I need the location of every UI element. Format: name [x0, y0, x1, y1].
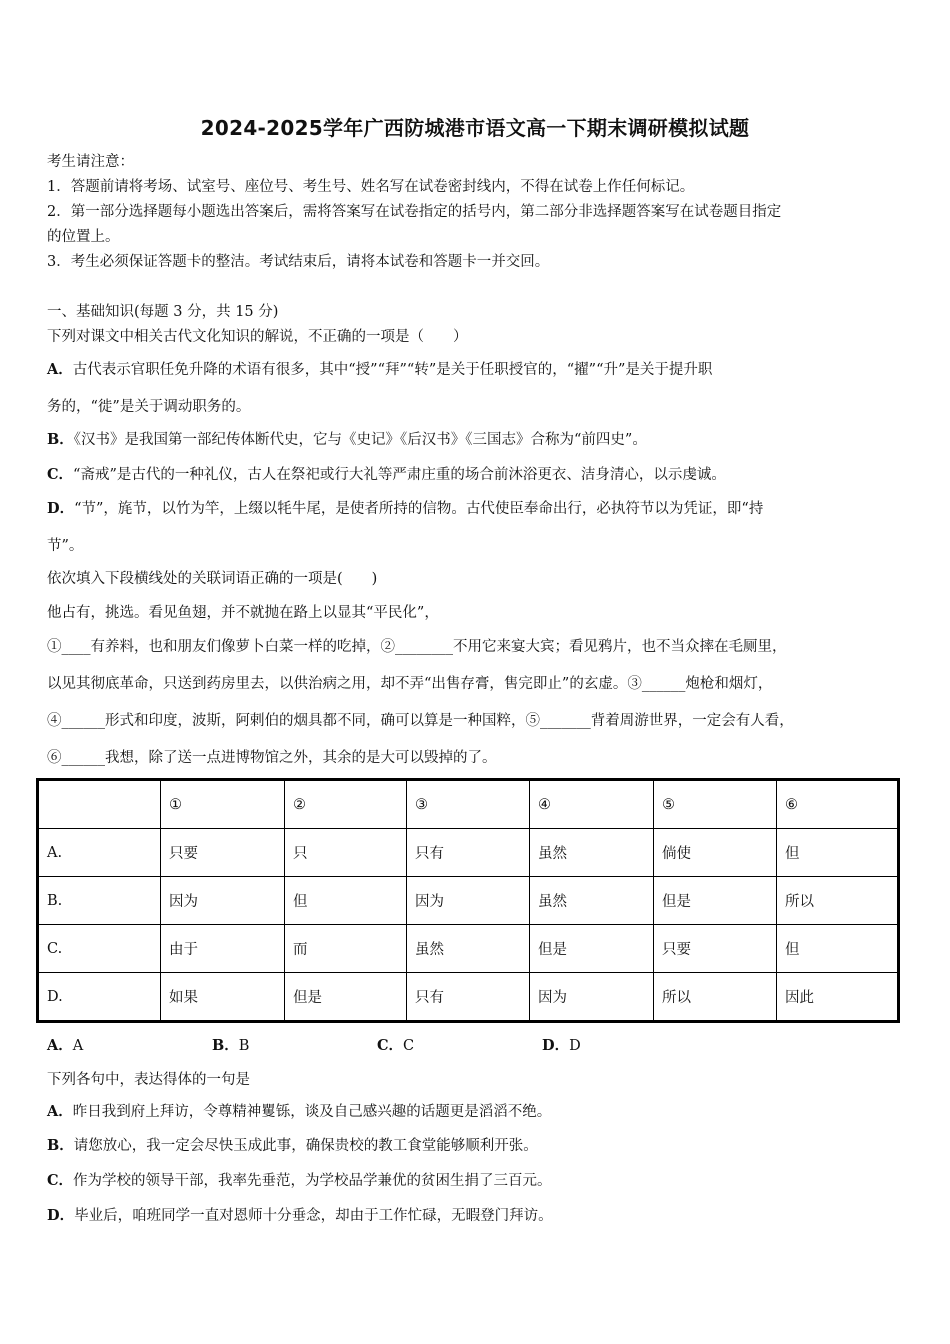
- table-cell: 所以: [777, 877, 899, 925]
- table-cell: 而: [285, 925, 407, 973]
- option-text: “节”，旄节，以竹为竿，上缀以牦牛尾，是使者所持的信物。古代使臣奉命出行，必执符节以为凭证，即“持: [74, 501, 764, 517]
- option-label: A．: [47, 1103, 73, 1120]
- option-d-continued: 节”。: [47, 538, 84, 554]
- table-cell: 只要: [161, 829, 285, 877]
- table-header-row: [38, 780, 899, 829]
- table-cell: B.: [38, 877, 161, 925]
- choice-text: C: [403, 1038, 415, 1054]
- table-cell: 只有: [407, 973, 530, 1022]
- notice-heading: 考生请注意：: [47, 154, 134, 170]
- table-cell: 倘使: [654, 829, 777, 877]
- answer-options-table: [36, 778, 900, 1023]
- option-text: 《汉书》是我国第一部纪传体断代史，它与《史记》《后汉书》《三国志》合称为“前四史”。: [73, 432, 647, 448]
- option-a-continued: 务的，“徙”是关于调动职务的。: [47, 399, 251, 415]
- table-cell: ②: [285, 780, 407, 829]
- option-text: 毕业后，咱班同学一直对恩师十分垂念，却由于工作忙碌，无暇登门拜访。: [74, 1208, 553, 1224]
- table-row: [38, 829, 899, 877]
- table-cell: 只: [285, 829, 407, 877]
- table-cell: D.: [38, 973, 161, 1022]
- passage-line: 以见其彻底革命，只送到药房里去，以供治病之用，却不弄“出售存膏，售完即止”的玄虚。③______炮枪和烟灯，: [47, 676, 773, 692]
- table-cell: ⑥: [777, 780, 899, 829]
- question-stem: 下列各句中，表达得体的一句是: [47, 1072, 250, 1088]
- table-cell: 如果: [161, 973, 285, 1022]
- choice-a: [47, 1036, 83, 1056]
- notice-item: 1．答题前请将考场、试室号、座位号、考生号、姓名写在试卷密封线内，不得在试卷上作任何标记。: [47, 179, 695, 195]
- option-d: [47, 1206, 553, 1226]
- table-cell: 虽然: [530, 829, 654, 877]
- notice-item: 2．第一部分选择题每小题选出答案后，需将答案写在试卷指定的括号内，第二部分非选择题答案写在试卷题目指定: [47, 204, 782, 220]
- table-cell: [38, 780, 161, 829]
- option-label: D．: [47, 500, 75, 517]
- table-cell: 因为: [161, 877, 285, 925]
- table-cell: 但是: [285, 973, 407, 1022]
- option-label: B．: [47, 431, 74, 448]
- option-label: C．: [47, 1172, 74, 1189]
- table-cell: 但: [285, 877, 407, 925]
- table-cell: ③: [407, 780, 530, 829]
- choice-c: [377, 1036, 414, 1056]
- option-label: B．: [47, 1137, 74, 1154]
- table-cell: ④: [530, 780, 654, 829]
- option-label: D．: [47, 1207, 75, 1224]
- table-cell: 只要: [654, 925, 777, 973]
- option-a: [47, 1102, 551, 1122]
- option-text: “斋戒”是古代的一种礼仪，古人在祭祀或行大礼等严肃庄重的场合前沐浴更衣、洁身清心，以示虔诚。: [73, 467, 726, 483]
- choice-text: D: [569, 1038, 581, 1054]
- option-b: [47, 1136, 538, 1156]
- table-cell: 由于: [161, 925, 285, 973]
- table-row: [38, 973, 899, 1022]
- passage-line: 他占有，挑选。看见鱼翅，并不就抛在路上以显其“平民化”，: [47, 605, 439, 621]
- table-cell: 但: [777, 829, 899, 877]
- choice-b: [212, 1036, 249, 1056]
- table-row: [38, 925, 899, 973]
- table-cell: 因此: [777, 973, 899, 1022]
- choice-text: B: [238, 1038, 250, 1054]
- choice-label: A．: [47, 1037, 73, 1054]
- choice-label: C．: [377, 1037, 404, 1054]
- table-cell: C.: [38, 925, 161, 973]
- table-cell: 虽然: [530, 877, 654, 925]
- choice-text: A: [72, 1038, 84, 1054]
- table-cell: 所以: [654, 973, 777, 1022]
- option-c: [47, 1171, 552, 1191]
- choice-d: [542, 1036, 581, 1056]
- choice-label: D．: [542, 1037, 570, 1054]
- table-cell: 但是: [530, 925, 654, 973]
- table-cell: A.: [38, 829, 161, 877]
- passage-line: ④______形式和印度，波斯，阿剌伯的烟具都不同，确可以算是一种国粹，⑤_______背着周游世界，一定会有人看，: [47, 713, 794, 729]
- section-heading: 一、基础知识(每题 3 分，共 15 分): [47, 304, 279, 320]
- option-c: [47, 465, 726, 485]
- question-stem: 依次填入下段横线处的关联词语正确的一项是( ): [47, 571, 378, 587]
- notice-item: 3．考生必须保证答题卡的整洁。考试结束后，请将本试卷和答题卡一并交回。: [47, 254, 550, 270]
- table-cell: ①: [161, 780, 285, 829]
- option-text: 请您放心，我一定会尽快玉成此事，确保贵校的教工食堂能够顺利开张。: [73, 1138, 538, 1154]
- notice-item: 的位置上。: [47, 229, 120, 245]
- table-row: [38, 877, 899, 925]
- option-text: 古代表示官职任免升降的术语有很多，其中“授”“拜”“转”是关于任职授官的，“擢”“升”是关于提升职: [72, 362, 713, 378]
- passage-line: ⑥______我想，除了送一点进博物馆之外，其余的是大可以毁掉的了。: [47, 750, 497, 766]
- table-cell: ⑤: [654, 780, 777, 829]
- option-label: A．: [47, 361, 73, 378]
- table-cell: 只有: [407, 829, 530, 877]
- option-text: 作为学校的领导干部，我率先垂范，为学校品学兼优的贫困生捐了三百元。: [73, 1173, 552, 1189]
- option-label: C．: [47, 466, 74, 483]
- table-cell: 但: [777, 925, 899, 973]
- choice-label: B．: [212, 1037, 239, 1054]
- passage-line: ①____有养料，也和朋友们像萝卜白菜一样的吃掉，②________不用它来宴大宾；看见鸦片，也不当众摔在毛厕里，: [47, 639, 787, 655]
- table-cell: 因为: [407, 877, 530, 925]
- table-cell: 但是: [654, 877, 777, 925]
- table-cell: 因为: [530, 973, 654, 1022]
- table-cell: 虽然: [407, 925, 530, 973]
- option-b: [47, 430, 647, 450]
- option-d: [47, 499, 763, 519]
- option-a: [47, 360, 712, 380]
- option-text: 昨日我到府上拜访，令尊精神矍铄，谈及自己感兴趣的话题更是滔滔不绝。: [72, 1104, 552, 1120]
- page-title: 2024-2025学年广西防城港市语文高一下期末调研模拟试题: [200, 116, 750, 140]
- question-stem: 下列对课文中相关古代文化知识的解说，不正确的一项是（ ）: [47, 329, 468, 345]
